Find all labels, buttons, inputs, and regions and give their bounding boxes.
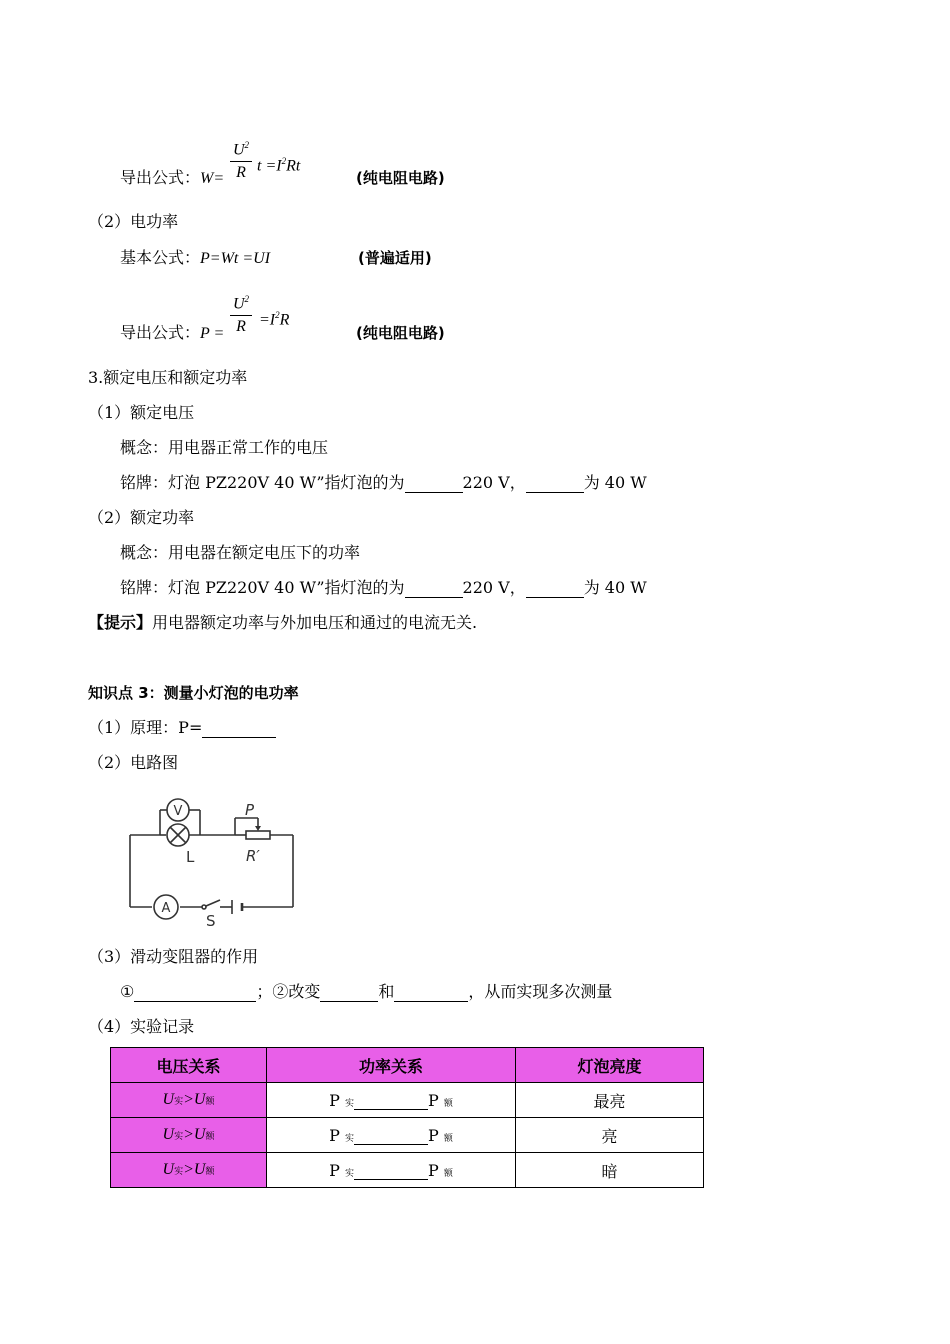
blank — [134, 1001, 256, 1002]
switch-label: S — [206, 912, 216, 928]
table-row — [111, 1083, 704, 1118]
blank — [320, 1001, 378, 1002]
table-row — [111, 1153, 704, 1188]
blank — [354, 1179, 428, 1180]
section-3-title: 3.额定电压和额定功率 — [88, 368, 248, 387]
power-relation: P 实 P 额 — [267, 1118, 516, 1153]
lamp-label: L — [186, 848, 195, 866]
switch-lever — [206, 900, 220, 906]
rheostat-heading: （3）滑动变阻器的作用 — [88, 947, 259, 966]
voltmeter-label: V — [173, 804, 183, 819]
header-brightness: 灯泡亮度 — [516, 1048, 704, 1083]
slider-label: P — [245, 801, 255, 819]
ammeter-label: A — [161, 901, 171, 916]
voltage-relation: U实>U额 — [111, 1118, 267, 1153]
circuit-diagram — [120, 788, 310, 928]
energy-note: (纯电阻电路) — [356, 169, 445, 187]
voltage-relation: U实>U额 — [111, 1083, 267, 1118]
switch-contact — [202, 905, 206, 909]
power-relation: P 实 P 额 — [267, 1083, 516, 1118]
power-heading: （2）电功率 — [88, 212, 179, 231]
energy-derived-label: 导出公式：W= — [120, 168, 225, 187]
header-voltage: 电压关系 — [111, 1048, 267, 1083]
energy-fraction: $U^2$ R — [230, 140, 252, 182]
record-heading: （4）实验记录 — [88, 1017, 195, 1036]
resistor-symbol — [246, 831, 270, 839]
power-derived-note: (纯电阻电路) — [356, 324, 445, 342]
rheostat-label: R′ — [246, 847, 260, 865]
blank — [526, 597, 584, 598]
power-derived-label: 导出公式：P = — [120, 323, 225, 342]
brightness: 最亮 — [516, 1083, 704, 1118]
power-basic: 基本公式：P=Wt =UI — [120, 248, 271, 267]
rated-voltage-plate: 铭牌：灯泡 PZ220V 40 W”指灯泡的为 220 V， 为 40 W — [120, 473, 647, 492]
blank — [354, 1144, 428, 1145]
header-power: 功率关系 — [267, 1048, 516, 1083]
knowledge-point-3-title: 知识点 3：测量小灯泡的电功率 — [88, 684, 299, 702]
brightness: 暗 — [516, 1153, 704, 1188]
brightness: 亮 — [516, 1118, 704, 1153]
voltage-relation: U实>U额 — [111, 1153, 267, 1188]
blank — [202, 737, 276, 738]
experiment-table — [110, 1047, 704, 1188]
table-row — [111, 1118, 704, 1153]
circuit-heading: （2）电路图 — [88, 753, 179, 772]
rated-power-heading: （2）额定功率 — [88, 508, 195, 527]
power-basic-note: (普遍适用) — [358, 249, 432, 267]
rated-voltage-concept: 概念：用电器正常工作的电压 — [120, 438, 329, 457]
blank — [394, 1001, 468, 1002]
rated-power-plate: 铭牌：灯泡 PZ220V 40 W”指灯泡的为 220 V， 为 40 W — [120, 578, 647, 597]
rated-voltage-heading: （1）额定电压 — [88, 403, 195, 422]
tip: 【提示】用电器额定功率与外加电压和通过的电流无关. — [88, 613, 478, 632]
blank — [405, 597, 463, 598]
power-relation: P 实 P 额 — [267, 1153, 516, 1188]
blank — [405, 492, 463, 493]
principle: （1）原理：P= — [88, 718, 276, 738]
power-rest: $=I^2R$ — [259, 310, 290, 329]
power-fraction: $U^2$ R — [230, 294, 252, 336]
blank — [354, 1109, 428, 1110]
table-header-row — [111, 1048, 704, 1083]
rheostat-line: ① ；②改变 和 ，从而实现多次测量 — [120, 982, 613, 1001]
blank — [526, 492, 584, 493]
energy-rest: $t =I^2Rt$ — [257, 156, 301, 175]
rated-power-concept: 概念：用电器在额定电压下的功率 — [120, 543, 361, 562]
